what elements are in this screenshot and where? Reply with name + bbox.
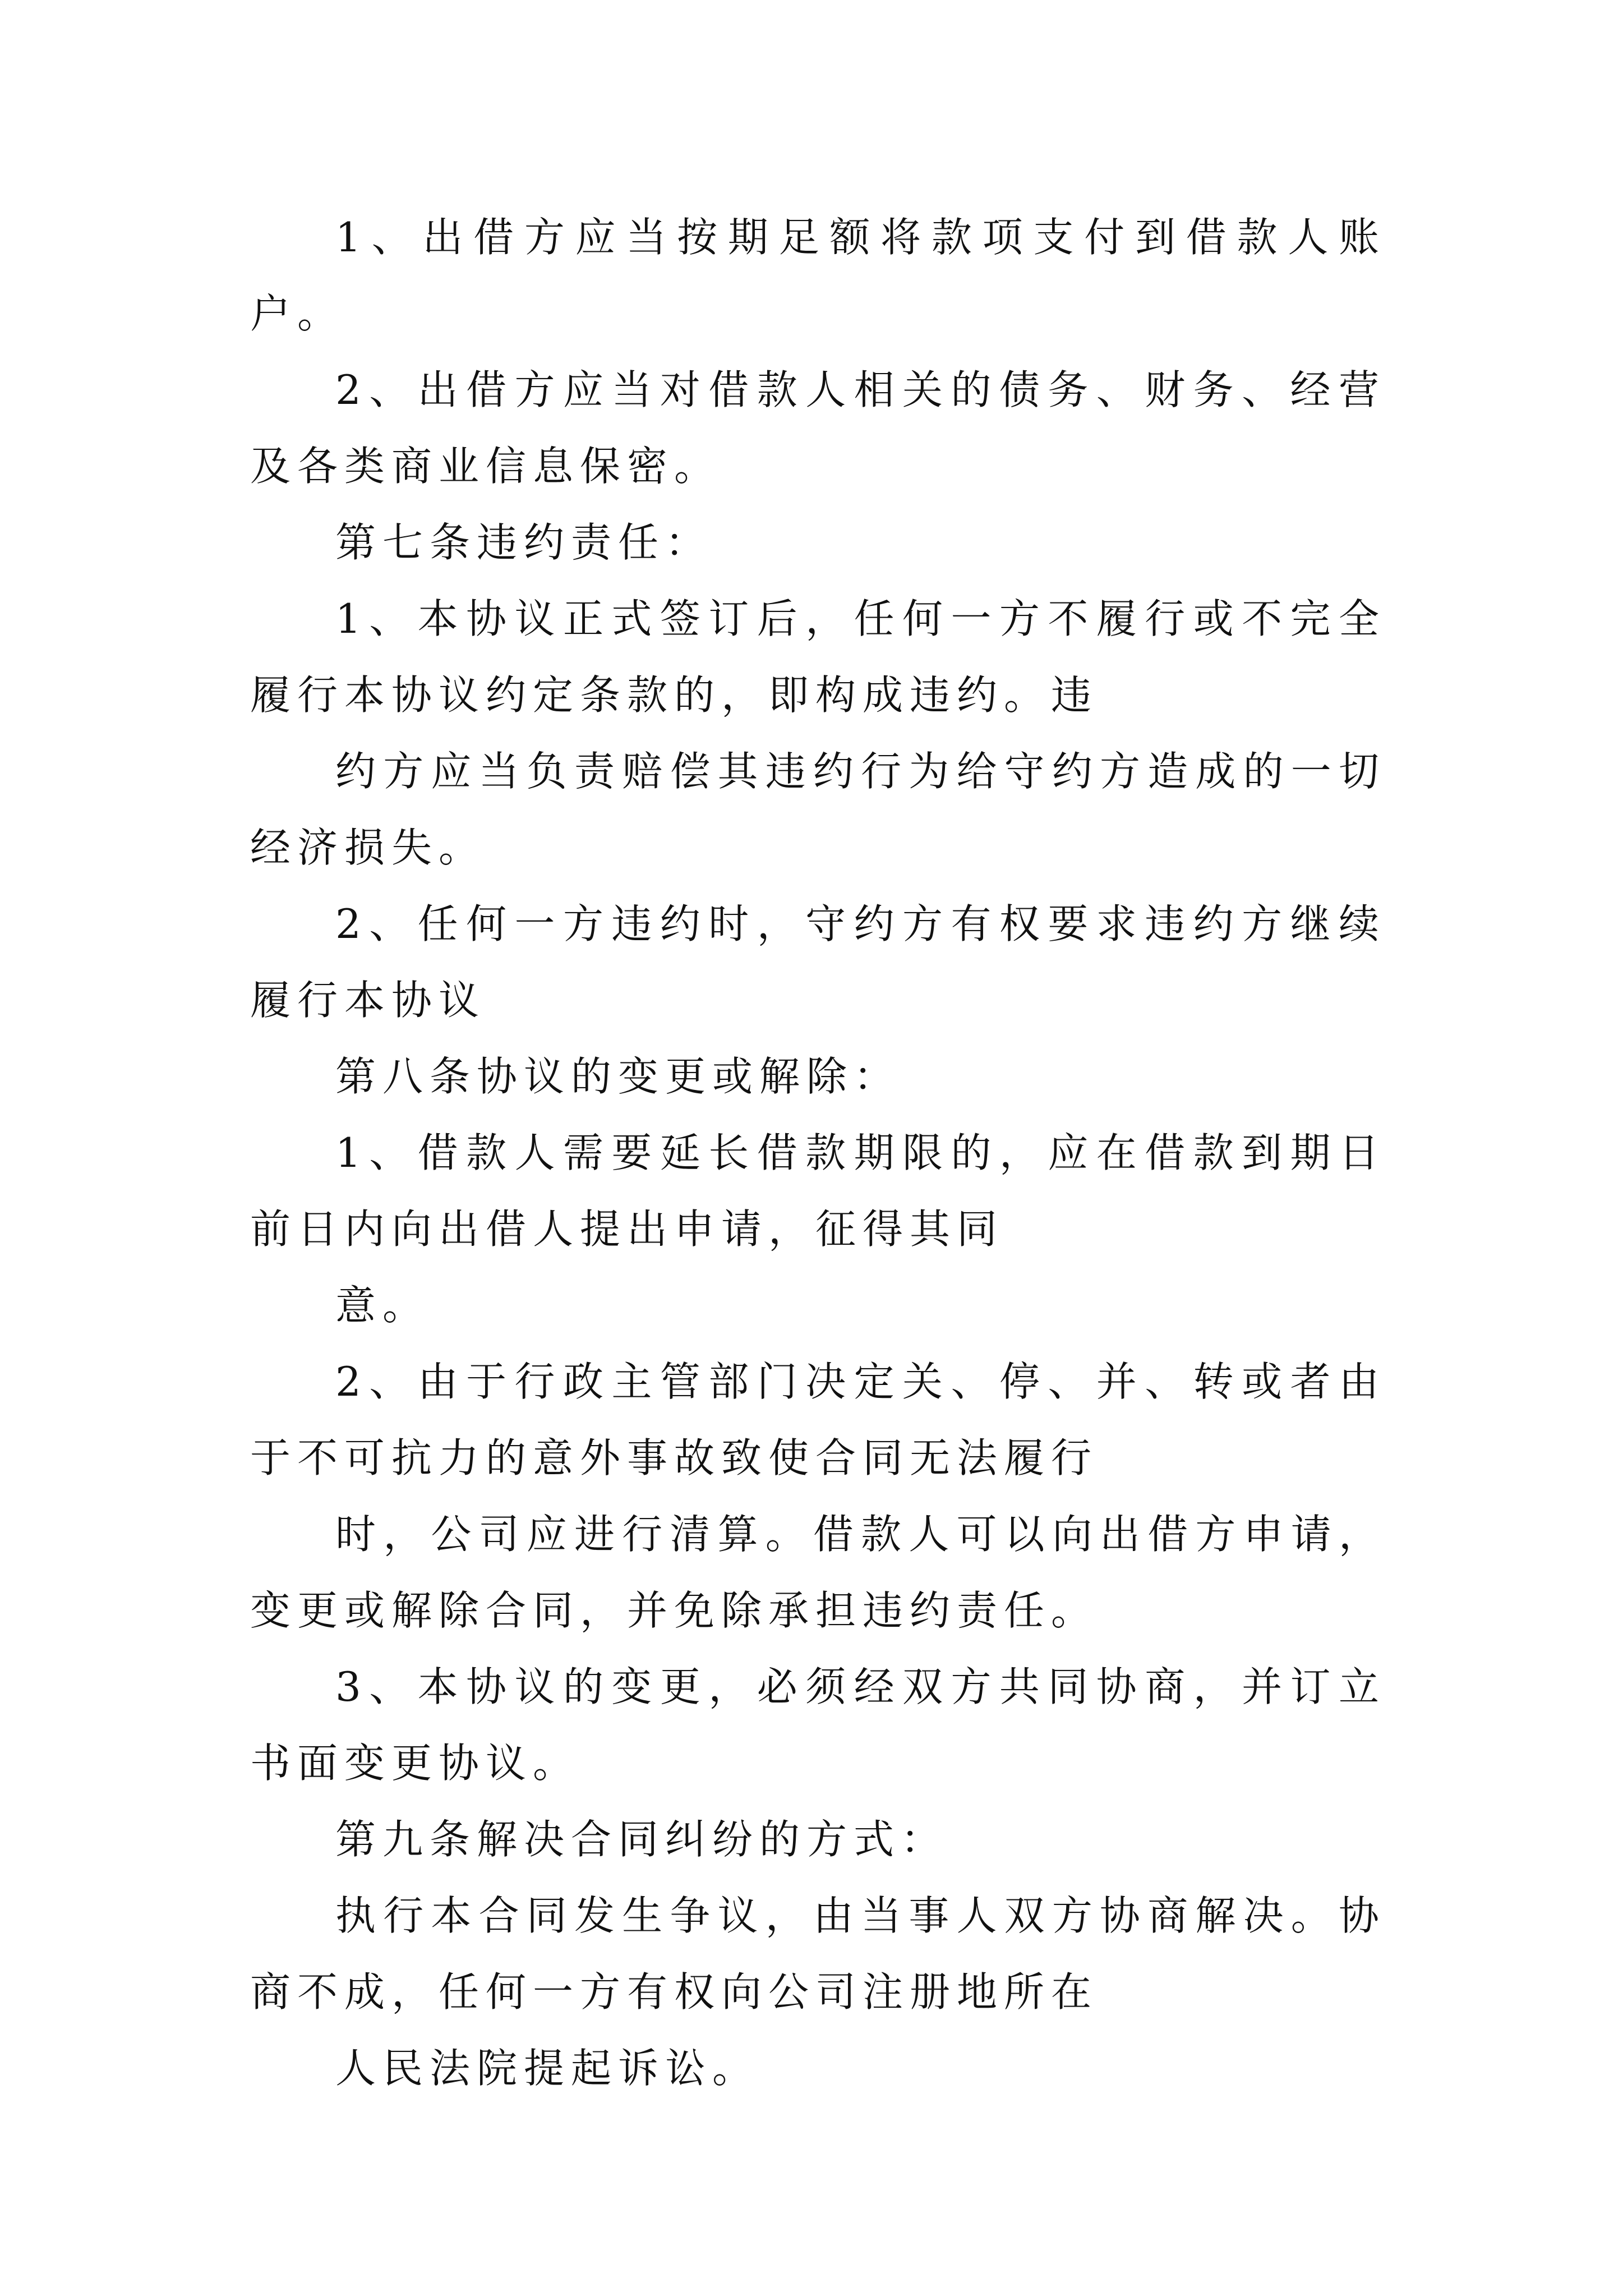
paragraph: 约方应当负责赔偿其违约行为给守约方造成的一切经济损失。 bbox=[250, 748, 1386, 871]
paragraph: 执行本合同发生争议，由当事人双方协商解决。协商不成，任何一方有权向公司注册地所在 bbox=[250, 1892, 1386, 2016]
paragraph: 人民法院提起诉讼。 bbox=[335, 2045, 760, 2092]
paragraph: 1、出借方应当按期足额将款项支付到借款人账户。 bbox=[250, 214, 1386, 337]
paragraph: 意。 bbox=[335, 1282, 430, 1329]
paragraph: 1、本协议正式签订后，任何一方不履行或不完全履行本协议约定条款的，即构成违约。违 bbox=[250, 595, 1386, 719]
document-body bbox=[250, 199, 1386, 2106]
paragraph: 2、由于行政主管部门决定关、停、并、转或者由于不可抗力的意外事故致使合同无法履行 bbox=[250, 1358, 1386, 1481]
paragraph: 2、任何一方违约时，守约方有权要求违约方继续履行本协议 bbox=[250, 900, 1386, 1024]
section-heading: 第七条违约责任： bbox=[335, 519, 713, 566]
paragraph: 1、借款人需要延长借款期限的，应在借款到期日前日内向出借人提出申请，征得其同 bbox=[250, 1129, 1386, 1253]
section-heading: 第九条解决合同纠纷的方式： bbox=[335, 1816, 948, 1863]
paragraph: 时，公司应进行清算。借款人可以向出借方申请，变更或解除合同，并免除承担违约责任。 bbox=[250, 1511, 1386, 1634]
paragraph: 2、出借方应当对借款人相关的债务、财务、经营及各类商业信息保密。 bbox=[250, 366, 1386, 490]
paragraph: 3、本协议的变更，必须经双方共同协商，并订立书面变更协议。 bbox=[250, 1663, 1386, 1787]
section-heading: 第八条协议的变更或解除： bbox=[335, 1053, 901, 1100]
